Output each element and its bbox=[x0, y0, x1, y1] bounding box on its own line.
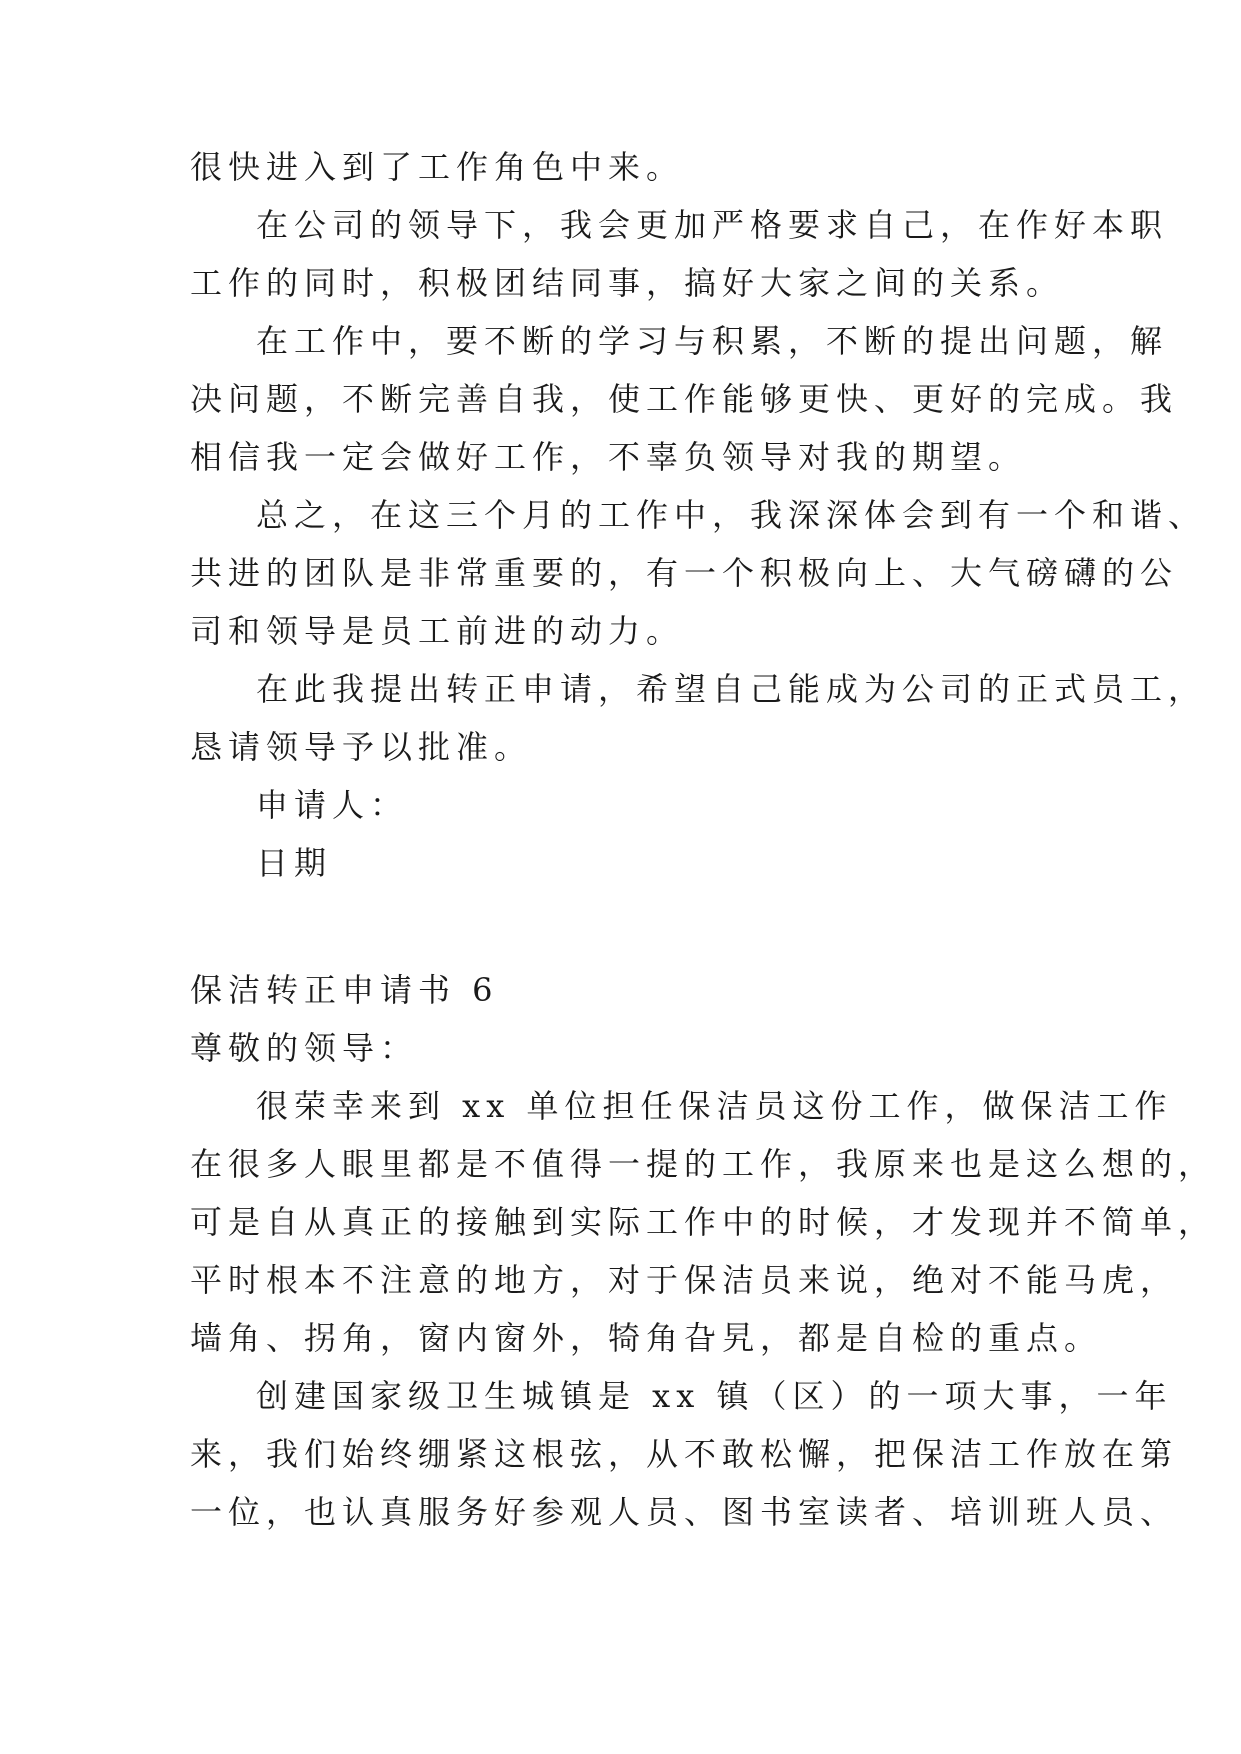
date-label: 日期 bbox=[256, 844, 333, 882]
text-line: 在很多人眼里都是不值得一提的工作，我原来也是这么想的， bbox=[190, 1145, 1217, 1183]
text-line: 创建国家级卫生城镇是 xx 镇（区）的一项大事，一年 bbox=[256, 1377, 1173, 1415]
text-line: 平时根本不注意的地方，对于保洁员来说，绝对不能马虎， bbox=[190, 1261, 1179, 1299]
text-line: 在公司的领导下，我会更加严格要求自己，在作好本职 bbox=[256, 206, 1169, 244]
text-line: 墙角、拐角，窗内窗外，犄角旮旯，都是自检的重点。 bbox=[190, 1319, 1103, 1357]
text-line: 一位，也认真服务好参观人员、图书室读者、培训班人员、 bbox=[190, 1493, 1179, 1531]
text-line: 总之，在这三个月的工作中，我深深体会到有一个和谐、 bbox=[256, 496, 1207, 534]
text-line: 相信我一定会做好工作，不辜负领导对我的期望。 bbox=[190, 438, 1027, 476]
text-line: 司和领导是员工前进的动力。 bbox=[190, 612, 685, 650]
text-line: 很荣幸来到 xx 单位担任保洁员这份工作，做保洁工作 bbox=[256, 1087, 1173, 1125]
section-heading: 保洁转正申请书 6 bbox=[190, 971, 499, 1009]
text-line: 可是自从真正的接触到实际工作中的时候，才发现并不简单， bbox=[190, 1203, 1217, 1241]
text-line: 来，我们始终绷紧这根弦，从不敢松懈，把保洁工作放在第 bbox=[190, 1435, 1179, 1473]
salutation: 尊敬的领导： bbox=[190, 1029, 419, 1067]
applicant-label: 申请人： bbox=[256, 786, 409, 824]
text-line: 在工作中，要不断的学习与积累，不断的提出问题，解 bbox=[256, 322, 1169, 360]
text-line: 恳请领导予以批准。 bbox=[190, 728, 533, 766]
text-line: 很快进入到了工作角色中来。 bbox=[190, 148, 685, 186]
text-line: 在此我提出转正申请，希望自己能成为公司的正式员工， bbox=[256, 670, 1207, 708]
text-line: 决问题，不断完善自我，使工作能够更快、更好的完成。我 bbox=[190, 380, 1179, 418]
text-line: 共进的团队是非常重要的，有一个积极向上、大气磅礴的公 bbox=[190, 554, 1179, 592]
text-line: 工作的同时，积极团结同事，搞好大家之间的关系。 bbox=[190, 264, 1065, 302]
